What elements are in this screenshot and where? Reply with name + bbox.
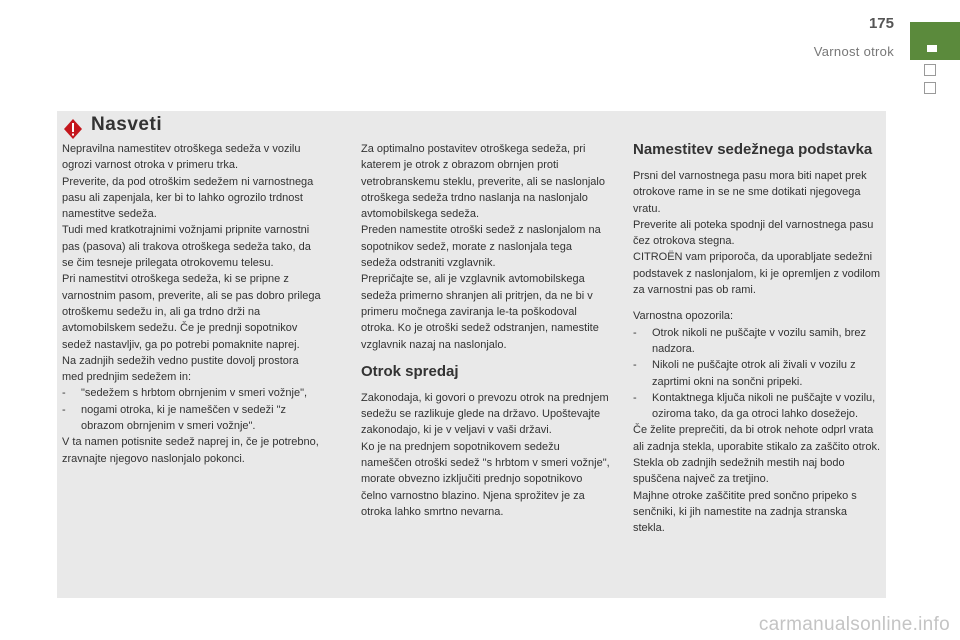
- col2-paragraph: Ko je na prednjem sopotnikovem sedežu nameščen otroški sedež "s hrbtom v smeri vožnje", morate obvezno izključiti prednjo sopotnikovo čelno varnostno blazino. Njena sprožitev je za otroka lahko smrtno nevarna.: [361, 440, 610, 518]
- column-2: [361, 141, 610, 520]
- col2-paragraph: Zakonodaja, ki govori o prevozu otrok na prednjem sedežu se razlikuje glede na državo. Upoštevajte zakonodajo, ki je v veljavi v vaši državi.: [361, 391, 609, 437]
- col3-paragraph: CITROËN vam priporoča, da uporabljate sedežni podstavek z naslonjalom, ki je opremljen z vodilom za varnostni pas ob rami.: [633, 251, 881, 297]
- col2-paragraph: Za optimalno postavitev otroškega sedeža, pri katerem je otrok z obrazom obrnjen proti vetrobranskemu steklu, preverite, ali se naslonjalo otroškega sedeža trdno naslanja na naslonjalo avtomobilskega sedeža.: [361, 143, 605, 221]
- list-item: - "sedežem s hrbtom obrnjenim v smeri vožnje",: [62, 387, 308, 400]
- section-title: Varnost otrok: [813, 44, 894, 59]
- col1-paragraph: Na zadnjih sedežih vedno pustite dovolj prostora med prednjim sedežem in:: [62, 354, 299, 384]
- list-item: - nogami otroka, ki je nameščen v sedeži "z obrazom obrnjenim v smeri vožnje".: [62, 403, 287, 433]
- col1-paragraph: Nepravilna namestitev otroškega sedeža v vozilu ogrozi varnost otroka v primeru trka.: [62, 143, 301, 172]
- list-item-text: Nikoli ne puščajte otrok ali živali v vozilu z zaprtimi okni na sončni pripeki.: [652, 359, 856, 388]
- list-item-text: nogami otroka, ki je nameščen v sedeži "z obrazom obrnjenim v smeri vožnje".: [81, 403, 287, 433]
- list-item: - Otrok nikoli ne puščajte v vozilu samih, brez nadzora.: [633, 326, 866, 355]
- col3-paragraph: Preverite ali poteka spodnji del varnostnega pasu čez otrokova stegna.: [633, 218, 874, 248]
- col3-paragraph: Stekla ob zadnjih sedežnih mestih naj bodo spuščena največ za tretjino.: [633, 457, 845, 486]
- col2-paragraph: Preden namestite otroški sedež z naslonjalom na sopotnikov sedež, morate z naslonjala tega sedeža odstraniti vzglavnik.: [361, 224, 601, 270]
- chapter-box-2: [924, 82, 936, 94]
- tab-marker: [927, 45, 937, 52]
- watermark: carmanualsonline.info: [758, 614, 950, 635]
- col1-paragraph: V ta namen potisnite sedež naprej in, če je potrebno, zravnajte njegovo naslonjalo pokonci.: [62, 436, 319, 465]
- chapter-tab: [910, 22, 960, 60]
- col1-paragraph: Preverite, da pod otroškim sedežem ni varnostnega pasu ali zapenjala, ker bi to lahko ogrozilo trdnost namestitve sedeža.: [62, 175, 314, 221]
- advice-panel: [57, 111, 886, 598]
- col3-paragraph: Prsni del varnostnega pasu mora biti napet prek otrokove rame in se ne sme dotikati njegovega vratu.: [633, 170, 867, 215]
- list-item-text: Otrok nikoli ne puščajte v vozilu samih, brez nadzora.: [652, 326, 866, 355]
- chapter-box-1: [924, 64, 936, 76]
- list-item: - Kontaktnega ključa nikoli ne puščajte v vozilu, oziroma tako, da ga otroci lahko dosežejo.: [633, 391, 876, 421]
- list-item-text: Kontaktnega ključa nikoli ne puščajte v vozilu, oziroma tako, da ga otroci lahko dosežejo.: [652, 391, 876, 421]
- col3-paragraph: Majhne otroke zaščitite pred sončno pripeko s senčniki, ki jih namestite na zadnja stranska stekla.: [633, 489, 857, 535]
- panel-title: Nasveti: [91, 114, 163, 135]
- column-1: [62, 141, 322, 467]
- col1-paragraph: Tudi med kratkotrajnimi vožnjami pripnite varnostni pas (pasova) ali trakova otroškega sedeža tako, da se čim tesneje prilegata otrokovemu telesu.: [62, 224, 311, 270]
- list-item: - Nikoli ne puščajte otrok ali živali v vozilu z zaprtimi okni na sončni pripeki.: [633, 359, 856, 388]
- subheading-booster-seat: Namestitev sedežnega podstavka: [633, 141, 873, 158]
- subheading-front-child: Otrok spredaj: [361, 362, 459, 380]
- warning-diamond-icon: [63, 118, 83, 140]
- col2-paragraph: Prepričajte se, ali je vzglavnik avtomobilskega sedeža primerno shranjen ali pritrjen, da ne bi v primeru močnega zaviranja le-ta poškodoval otroka. Ko je otroški sedež odstranjen, namestite vzglavnik nazaj na naslonjalo.: [361, 273, 599, 351]
- column-3: [633, 141, 881, 537]
- page-number: 175: [868, 15, 894, 32]
- col3-paragraph: Varnostna opozorila:: [633, 310, 734, 323]
- col3-paragraph: Če želite preprečiti, da bi otrok nehote odprl vrata ali zadnja stekla, uporabite stikalo za zaščito otrok.: [633, 424, 881, 453]
- col1-paragraph: Pri namestitvi otroškega sedeža, ki se pripne z varnostnim pasom, preverite, ali se pas dobro prilega otroškemu sedežu in, ali ga trdno drži na avtomobilskem sedežu. Če je prednji sopotnikov sedež nastavljiv, ga po potrebi pomaknite naprej.: [62, 273, 321, 351]
- list-item-text: "sedežem s hrbtom obrnjenim v smeri vožnje",: [81, 387, 308, 400]
